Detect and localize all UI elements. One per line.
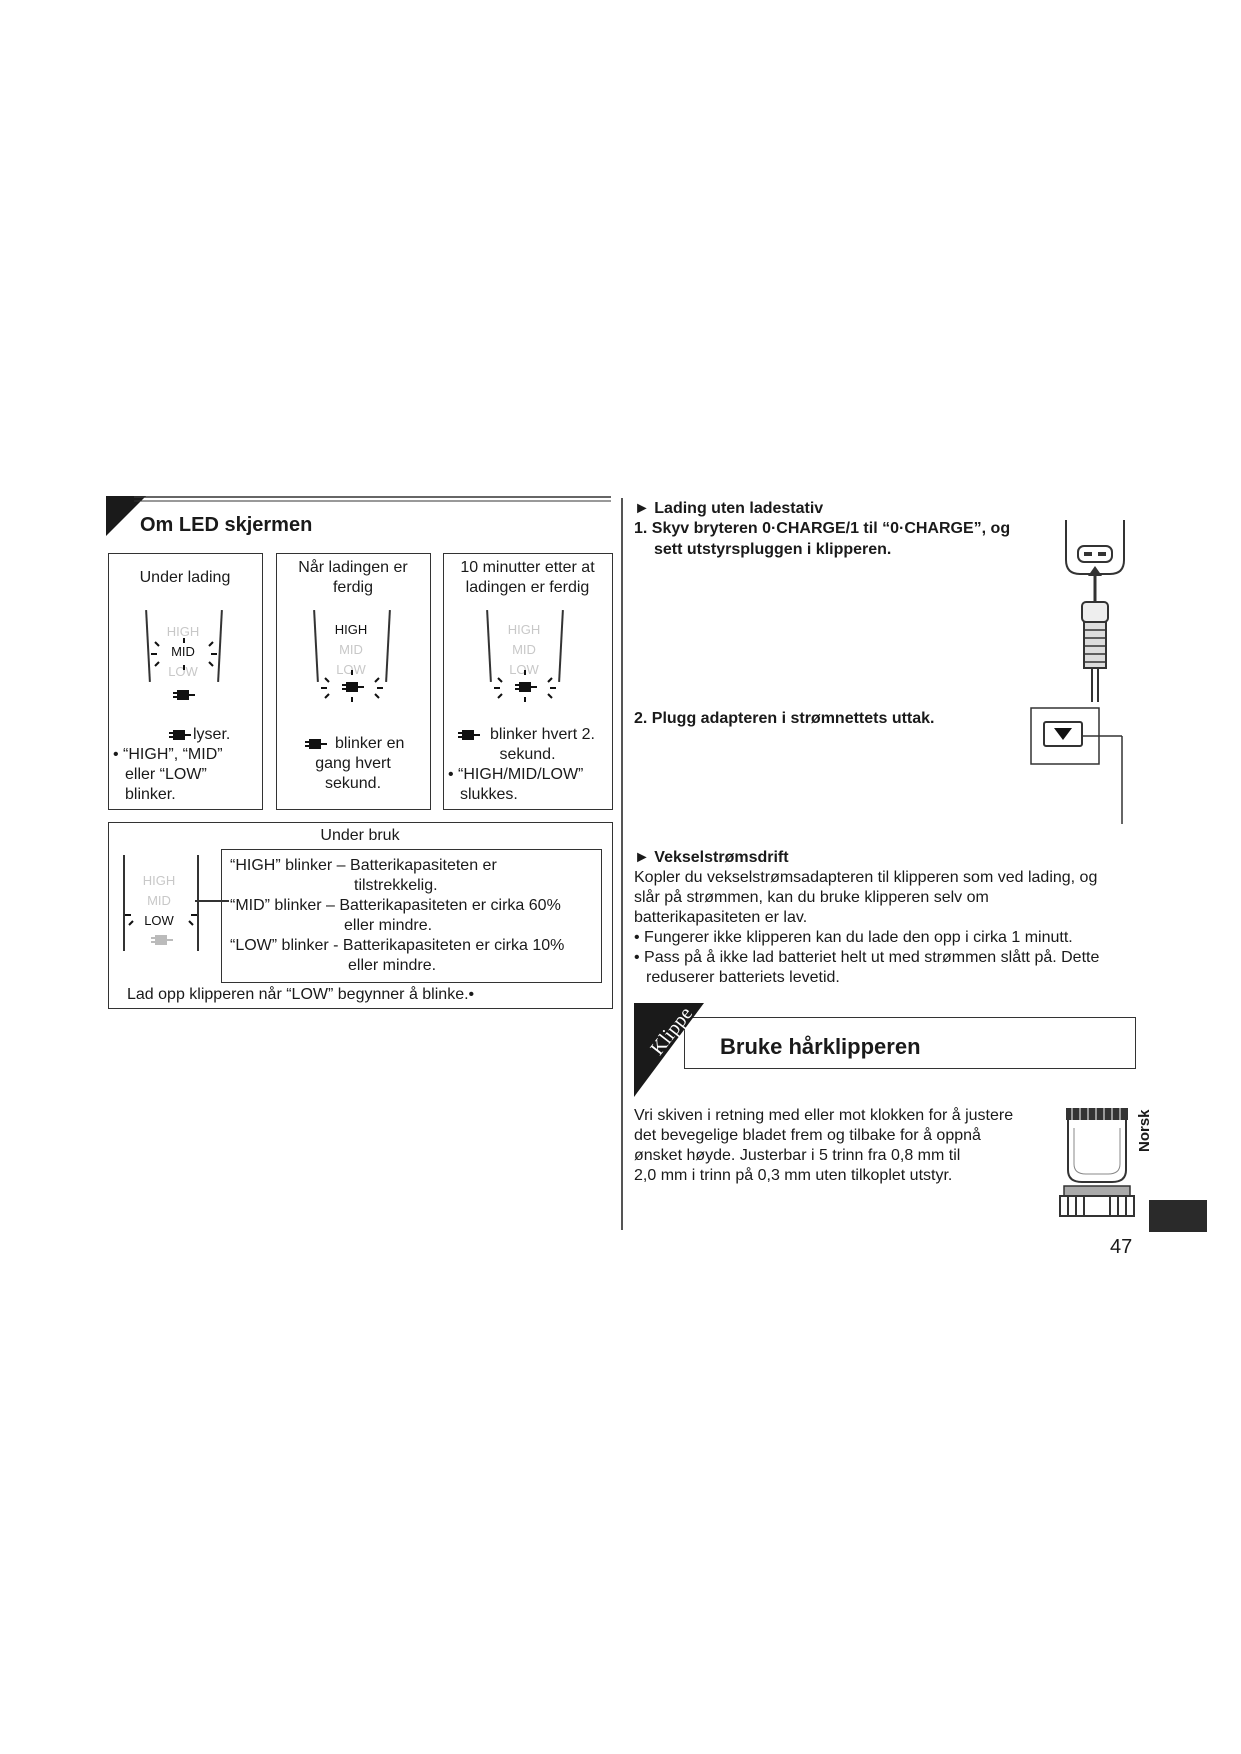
led-high: HIGH <box>334 622 368 637</box>
in-use-line: “HIGH” blinker – Batterikapasiteten er <box>230 857 497 874</box>
ac-bullet: • Fungerer ikke klipperen kan du lade den opp i cirka 1 minutt. <box>634 929 1073 946</box>
caption-line: eller “LOW” <box>125 766 207 783</box>
clipper-plug-illustration <box>1060 516 1130 706</box>
panel-header: ladingen er ferdig <box>465 579 590 596</box>
caption-line: gang hvert <box>315 755 391 772</box>
panel-header: Under lading <box>139 569 231 586</box>
clipper-text-line: Vri skiven i retning med eller mot klokken for å justere <box>634 1107 1014 1124</box>
caption-line: slukkes. <box>460 786 518 803</box>
plug-icon <box>173 688 195 702</box>
in-use-footer: Lad opp klipperen når “LOW” begynner å blinke.• <box>127 986 475 1003</box>
plug-icon <box>169 728 191 742</box>
in-use-line: tilstrekkelig. <box>354 877 438 894</box>
in-use-line: eller mindre. <box>344 917 433 934</box>
blink-plug-icon <box>317 668 387 702</box>
in-use-line: “LOW” blinker - Batterikapasiteten er cirka 10% <box>230 937 565 954</box>
caption-line: blinker en <box>335 735 405 752</box>
led-panel-charged <box>276 553 431 810</box>
page-number: 47 <box>1110 1236 1133 1258</box>
clipper-text-line: det bevegelige bladet frem og tilbake for å oppnå <box>634 1127 981 1144</box>
in-use-line: “MID” blinker – Batterikapasiteten er cirka 60% <box>230 897 561 914</box>
hair-clipper-illustration <box>1058 1106 1138 1220</box>
caption-line: blinker. <box>125 786 176 803</box>
blink-marks-icon <box>149 636 219 672</box>
led-low: LOW <box>509 662 539 677</box>
in-use-explanation <box>221 849 602 983</box>
blink-marks-icon <box>123 907 203 955</box>
caption-line: • “HIGH”, “MID” <box>113 746 223 763</box>
led-high: HIGH <box>166 624 200 639</box>
led-mid: MID <box>147 893 171 908</box>
charging-heading: ► Lading uten ladestativ <box>634 500 824 517</box>
clipper-text-line: 2,0 mm i trinn på 0,3 mm uten tilkoplet utstyr. <box>634 1167 953 1184</box>
in-use-header: Under bruk <box>320 827 400 844</box>
clipper-section-title: Bruke hårklipperen <box>720 1034 921 1059</box>
wall-outlet-illustration <box>1030 706 1130 826</box>
led-low: LOW <box>168 664 198 679</box>
ac-bullet-cont: reduserer batteriets levetid. <box>646 969 840 986</box>
column-divider <box>621 498 623 1230</box>
in-use-line: eller mindre. <box>348 957 437 974</box>
led-section-title: Om LED skjermen <box>140 514 313 536</box>
panel-header: ferdig <box>332 579 374 596</box>
in-use-box <box>108 822 613 1009</box>
led-mid: MID <box>339 642 363 657</box>
led-high: HIGH <box>507 622 541 637</box>
blink-plug-icon <box>490 668 560 702</box>
caption-line: lyser. <box>193 726 231 743</box>
caption-line: blinker hvert 2. <box>490 726 595 743</box>
charging-step2: 2. Plugg adapteren i strømnettets uttak. <box>634 710 935 727</box>
ac-paragraph-line: batterikapasiteten er lav. <box>634 909 808 926</box>
led-low: LOW <box>144 913 174 928</box>
panel-header: Når ladingen er <box>298 559 408 576</box>
ac-paragraph-line: Kopler du vekselstrømsadapteren til klipperen som ved lading, og <box>634 869 1098 886</box>
clipper-text-line: ønsket høyde. Justerbar i 5 trinn fra 0,8 mm til <box>634 1147 961 1164</box>
charging-step1: 1. Skyv bryteren 0·CHARGE/1 til “0·CHARGE”, og <box>634 520 1011 537</box>
ac-paragraph-line: slår på strømmen, kan du bruke klipperen selv om <box>634 889 989 906</box>
led-mid: MID <box>512 642 536 657</box>
ac-heading: ► Vekselstrømsdrift <box>634 849 789 866</box>
section-tag-label: Klippe <box>646 1002 698 1060</box>
charging-step1-cont: sett utstyrspluggen i klipperen. <box>654 541 892 558</box>
caption-line: sekund. <box>499 746 556 763</box>
caption-line: sekund. <box>324 775 382 792</box>
ac-bullet: • Pass på å ikke lad batteriet helt ut med strømmen slått på. Dette <box>634 949 1100 966</box>
led-low: LOW <box>336 662 366 677</box>
led-mid: MID <box>171 644 195 659</box>
language-tab-marker <box>1149 1200 1207 1232</box>
led-panel-after-10min <box>443 553 613 810</box>
led-panel-charging <box>108 553 263 810</box>
panel-header: 10 minutter etter at <box>460 559 595 576</box>
language-tab-label: Norsk <box>1136 1109 1153 1152</box>
led-high: HIGH <box>142 873 176 888</box>
plug-icon <box>458 728 480 742</box>
plug-icon <box>305 737 327 751</box>
caption-line: • “HIGH/MID/LOW” <box>448 766 584 783</box>
